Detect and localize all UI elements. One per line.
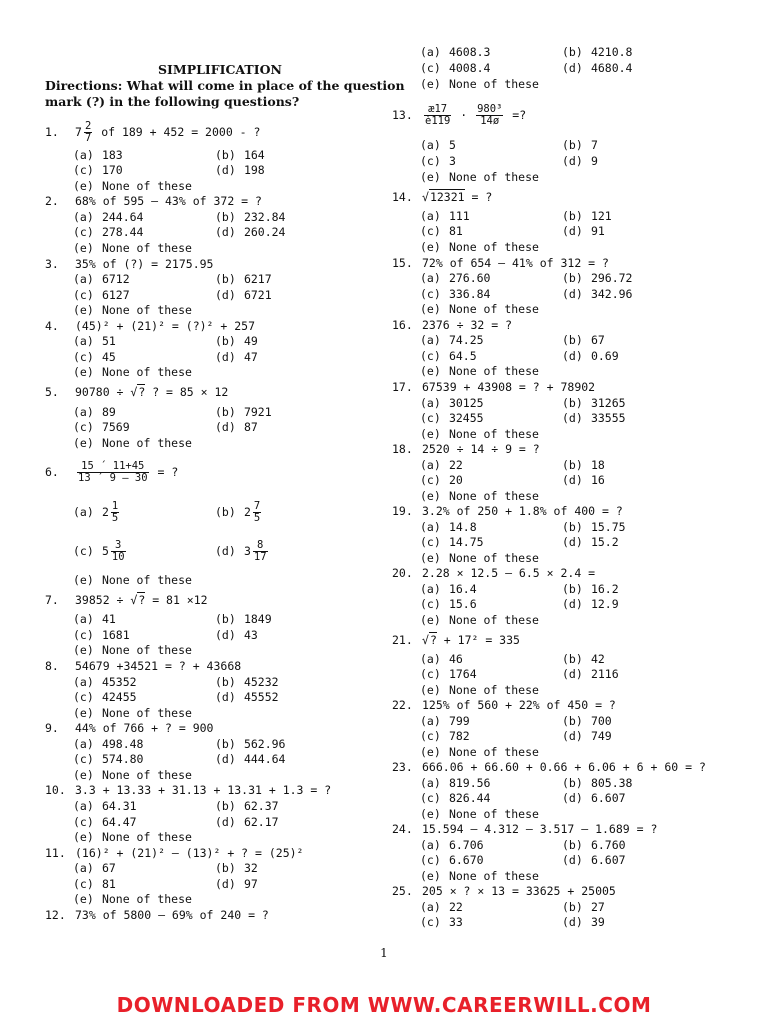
option-b: (b) 6217 — [215, 272, 272, 286]
option-b: (b) 562.96 — [215, 737, 286, 751]
question-10: 10. 3.3 + 13.33 + 31.13 + 13.31 + 1.3 = ? — [45, 783, 332, 797]
option-b: (b) 27 — [562, 900, 605, 914]
option-c: (c) 64.5 — [420, 349, 477, 363]
option-c: (c) 4008.4 — [420, 61, 491, 75]
download-watermark: DOWNLOADED FROM WWW.CAREERWILL.COM — [116, 993, 652, 1017]
option-c: (c) 6127 — [73, 288, 130, 302]
question-8: 8. 54679 +34521 = ? + 43668 — [45, 659, 242, 673]
option-a: (a) 2 $\frac{1}{5}$ — [73, 500, 119, 524]
option-d: (d) 4680.4 — [562, 61, 633, 75]
question-20: 20. 2.28 × 12.5 – 6.5 × 2.4 = — [392, 566, 596, 580]
option-b: (b) 232.84 — [215, 210, 286, 224]
option-b: (b) 296.72 — [562, 271, 633, 285]
option-d: (d) 39 — [562, 915, 605, 929]
option-c: (c) 81 — [73, 877, 116, 891]
option-c: (c) 3 — [420, 154, 456, 168]
question-4: 4. (45)² + (21)² = (?)² + 257 — [45, 319, 256, 333]
option-d: (d) 444.64 — [215, 752, 286, 766]
option-c: (c) 64.47 — [73, 815, 137, 829]
option-e: (e) None of these — [420, 683, 539, 697]
option-d: (d) 47 — [215, 350, 258, 364]
option-c: (c) 15.6 — [420, 597, 477, 611]
option-e: (e) None of these — [420, 807, 539, 821]
option-d: (d) 33555 — [562, 411, 626, 425]
option-c: (c) 20 — [420, 473, 463, 487]
option-b: (b) 18 — [562, 458, 605, 472]
option-e: (e) None of these — [420, 869, 539, 883]
option-c: (c) 7569 — [73, 420, 130, 434]
option-a: (a) 183 — [73, 148, 123, 162]
option-c: (c) 6.670 — [420, 853, 484, 867]
option-a: (a) 41 — [73, 612, 116, 626]
option-a: (a) 799 — [420, 714, 470, 728]
option-b: (b) 16.2 — [562, 582, 619, 596]
option-e: (e) None of these — [73, 573, 192, 587]
question-25: 25. 205 × ? × 13 = 33625 + 25005 — [392, 884, 616, 898]
option-a: (a) 6712 — [73, 272, 130, 286]
option-d: (d) 15.2 — [562, 535, 619, 549]
question-14: 14. √12321 = ? — [392, 190, 493, 204]
option-c: (c) 278.44 — [73, 225, 144, 239]
option-b: (b) 1849 — [215, 612, 272, 626]
option-e: (e) None of these — [420, 489, 539, 503]
option-e: (e) None of these — [420, 77, 539, 91]
option-e: (e) None of these — [420, 302, 539, 316]
option-d: (d) 12.9 — [562, 597, 619, 611]
question-6: 6. $\frac{15 ´ 11+45}{13 ´ 9 - 30}$ = ? — [45, 460, 179, 484]
option-e: (e) None of these — [420, 427, 539, 441]
question-24: 24. 15.594 – 4.312 – 3.517 – 1.689 = ? — [392, 822, 658, 836]
question-17: 17. 67539 + 43908 = ? + 78902 — [392, 380, 596, 394]
option-a: (a) 64.31 — [73, 799, 137, 813]
option-d: (d) 342.96 — [562, 287, 633, 301]
option-a: (a) 244.64 — [73, 210, 144, 224]
option-e: (e) None of these — [73, 179, 192, 193]
option-c: (c) 42455 — [73, 690, 137, 704]
question-3: 3. 35% of (?) = 2175.95 — [45, 257, 214, 271]
question-19: 19. 3.2% of 250 + 1.8% of 400 = ? — [392, 504, 623, 518]
question-23: 23. 666.06 + 66.60 + 0.66 + 6.06 + 6 + 60 = ? — [392, 760, 706, 774]
option-d: (d) 62.17 — [215, 815, 279, 829]
option-a: (a) 819.56 — [420, 776, 491, 790]
option-b: (b) 15.75 — [562, 520, 626, 534]
option-a: (a) 67 — [73, 861, 116, 875]
option-e: (e) None of these — [420, 240, 539, 254]
option-d: (d) 97 — [215, 877, 258, 891]
option-c: (c) 45 — [73, 350, 116, 364]
option-b: (b) 805.38 — [562, 776, 633, 790]
option-d: (d) 87 — [215, 420, 258, 434]
option-b: (b) 700 — [562, 714, 612, 728]
question-11: 11. (16)² + (21)² – (13)² + ? = (25)² — [45, 846, 304, 860]
question-21: 21. √? + 17² = 335 — [392, 633, 520, 647]
option-e: (e) None of these — [420, 613, 539, 627]
option-d: (d) 6.607 — [562, 853, 626, 867]
option-a: (a) 51 — [73, 334, 116, 348]
option-a: (a) 6.706 — [420, 838, 484, 852]
option-c: (c) 574.80 — [73, 752, 144, 766]
option-b: (b) 7921 — [215, 405, 272, 419]
option-d: (d) 16 — [562, 473, 605, 487]
option-e: (e) None of these — [73, 303, 192, 317]
option-d: (d) 43 — [215, 628, 258, 642]
option-b: (b) 2 $\frac{7}{5}$ — [215, 500, 261, 524]
option-b: (b) 121 — [562, 209, 612, 223]
option-c: (c) 81 — [420, 224, 463, 238]
option-c: (c) 33 — [420, 915, 463, 929]
question-15: 15. 72% of 654 – 41% of 312 = ? — [392, 256, 609, 270]
option-b: (b) 45232 — [215, 675, 279, 689]
question-12: 12. 73% of 5800 – 69% of 240 = ? — [45, 908, 269, 922]
question-2: 2. 68% of 595 – 43% of 372 = ? — [45, 194, 262, 208]
option-c: (c) 826.44 — [420, 791, 491, 805]
option-e: (e) None of these — [73, 768, 192, 782]
option-a: (a) 22 — [420, 900, 463, 914]
option-e: (e) None of these — [420, 170, 539, 184]
directions-line-1: Directions: What will come in place of the question — [45, 78, 405, 93]
option-d: (d) 260.24 — [215, 225, 286, 239]
option-a: (a) 4608.3 — [420, 45, 491, 59]
option-c: (c) 336.84 — [420, 287, 491, 301]
option-c: (c) 782 — [420, 729, 470, 743]
option-b: (b) 31265 — [562, 396, 626, 410]
option-d: (d) 0.69 — [562, 349, 619, 363]
option-b: (b) 42 — [562, 652, 605, 666]
question-18: 18. 2520 ÷ 14 ÷ 9 = ? — [392, 442, 540, 456]
option-e: (e) None of these — [420, 364, 539, 378]
question-7: 7. 39852 ÷ √? = 81 ×12 — [45, 593, 208, 607]
option-d: (d) 9 — [562, 154, 598, 168]
option-a: (a) 30125 — [420, 396, 484, 410]
question-5: 5. 90780 ÷ √? ? = 85 × 12 — [45, 385, 229, 399]
option-d: (d) 91 — [562, 224, 605, 238]
option-d: (d) 6.607 — [562, 791, 626, 805]
option-c: (c) 5 $\frac{3}{10}$ — [73, 539, 125, 563]
option-a: (a) 276.60 — [420, 271, 491, 285]
option-e: (e) None of these — [420, 745, 539, 759]
option-c: (c) 170 — [73, 163, 123, 177]
page-title: SIMPLIFICATION — [158, 62, 282, 77]
option-c: (c) 14.75 — [420, 535, 484, 549]
option-a: (a) 111 — [420, 209, 470, 223]
directions-line-2: mark (?) in the following questions? — [45, 94, 300, 109]
fraction: $\frac{2}{7}$ — [84, 120, 92, 144]
option-e: (e) None of these — [73, 365, 192, 379]
option-b: (b) 7 — [562, 138, 598, 152]
option-e: (e) None of these — [73, 643, 192, 657]
option-b: (b) 62.37 — [215, 799, 279, 813]
option-b: (b) 4210.8 — [562, 45, 633, 59]
option-c: (c) 1764 — [420, 667, 477, 681]
option-c: (c) 32455 — [420, 411, 484, 425]
option-e: (e) None of these — [73, 436, 192, 450]
option-e: (e) None of these — [73, 241, 192, 255]
option-e: (e) None of these — [73, 830, 192, 844]
option-d: (d) 3 $\frac{8}{17}$ — [215, 539, 267, 563]
fraction: $\frac{15 ´ 11+45}{13 ´ 9 - 30}$ — [78, 460, 148, 484]
option-a: (a) 5 — [420, 138, 456, 152]
option-d: (d) 749 — [562, 729, 612, 743]
option-a: (a) 46 — [420, 652, 463, 666]
option-a: (a) 16.4 — [420, 582, 477, 596]
option-a: (a) 22 — [420, 458, 463, 472]
option-b: (b) 6.760 — [562, 838, 626, 852]
option-c: (c) 1681 — [73, 628, 130, 642]
page-number: 1 — [380, 946, 388, 960]
option-d: (d) 6721 — [215, 288, 272, 302]
option-a: (a) 14.8 — [420, 520, 477, 534]
option-e: (e) None of these — [420, 551, 539, 565]
option-d: (d) 198 — [215, 163, 265, 177]
option-b: (b) 164 — [215, 148, 265, 162]
option-e: (e) None of these — [73, 706, 192, 720]
option-a: (a) 89 — [73, 405, 116, 419]
option-d: (d) 45552 — [215, 690, 279, 704]
option-b: (b) 49 — [215, 334, 258, 348]
option-d: (d) 2116 — [562, 667, 619, 681]
option-a: (a) 45352 — [73, 675, 137, 689]
option-a: (a) 498.48 — [73, 737, 144, 751]
option-b: (b) 67 — [562, 333, 605, 347]
question-22: 22. 125% of 560 + 22% of 450 = ? — [392, 698, 616, 712]
option-b: (b) 32 — [215, 861, 258, 875]
option-e: (e) None of these — [73, 892, 192, 906]
question-1: 1. 7 $\frac{2}{7}$ of 189 + 452 = 2000 - ? — [45, 120, 261, 144]
question-16: 16. 2376 ÷ 32 = ? — [392, 318, 513, 332]
question-13: 13. $\frac{æ17}{è119}$ · $\frac{\text{980³}}{14ø}$ =? — [392, 103, 527, 127]
option-a: (a) 74.25 — [420, 333, 484, 347]
question-9: 9. 44% of 766 + ? = 900 — [45, 721, 214, 735]
